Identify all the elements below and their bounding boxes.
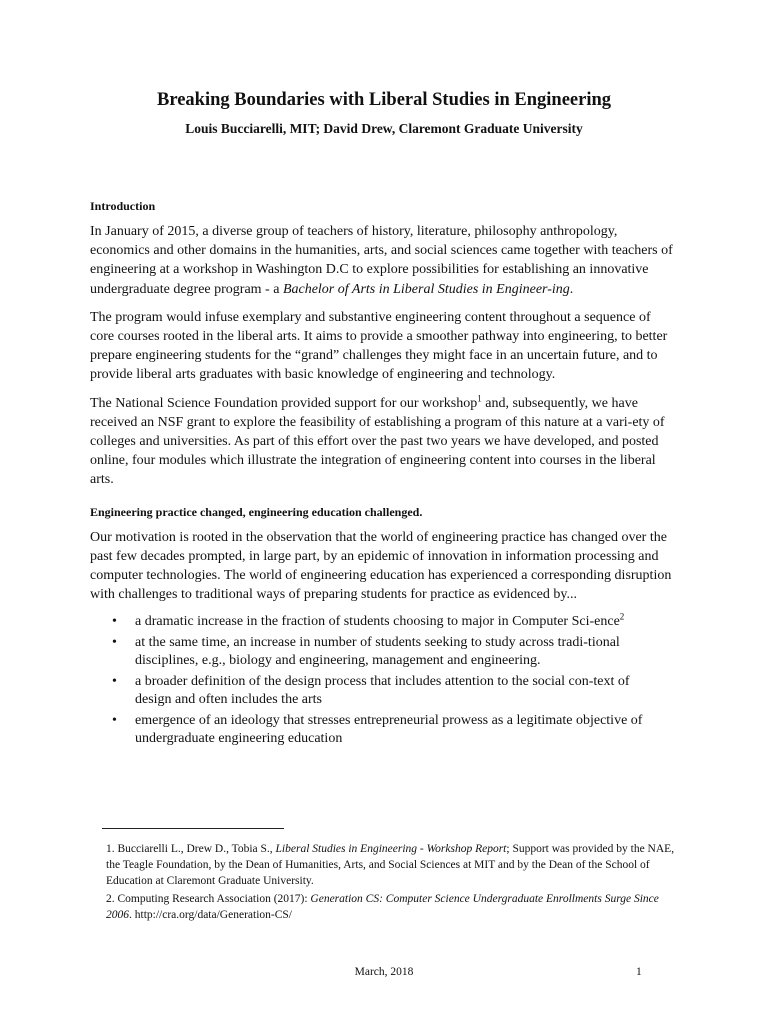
intro-paragraph-2: The program would infuse exemplary and substantive engineering content throughout a sequence of core courses rooted in the liberal arts. It aims to provide a smoother pathway into engineering, to better prepare engineering students for the “grand” challenges they might face in an uncertain future, and to provide liberal arts graduates with basic knowledge of engineering and technology. [90,309,668,383]
intro-paragraph-3-b: and, subsequently, we have received an NSF grant to explore the feasibility of establishing a program of this nature at a vari-ety of colleges and universities. As part of this effort over the past two years we have developed, and posted online, four modules which illustrate the integration of engineering content into courses in the liberal arts. [90,395,665,488]
section-heading-introduction: Introduction [90,199,156,213]
footnote-text: Computing Research Association (2017): [114,893,311,905]
degree-name: Bachelor of Arts in Liberal Studies in Engineer-ing [282,281,570,297]
list-item [90,613,678,632]
footnote-title: Liberal Studies in Engineering - Workshop Report [275,843,507,855]
footnote-ref-2[interactable]: 2 [619,611,625,622]
bullet-icon: • [112,712,117,728]
footnote-1 [106,841,678,889]
bullet-list [90,613,678,749]
footnote-number: 1. [106,843,115,855]
intro-paragraph-1 [90,222,678,299]
paper-body [90,198,678,751]
footnote-ref-1[interactable]: 1 [477,392,482,403]
list-item [90,712,678,749]
list-item-text: a broader definition of the design process that includes attention to the social con-text of design and often includes the arts [135,673,630,708]
practice-paragraph-1: Our motivation is rooted in the observation that the world of engineering practice has changed over the past few decades prompted, in large part, by an epidemic of innovation in information processing and computer technologies. The world of engineering education has experienced a corresponding disruption with challenges to traditional ways of preparing students for practice as evidenced by... [90,529,672,603]
intro-paragraph-1-text: In January of 2015, a diverse group of teachers of history, literature, philosophy anthropology, economics and other domains in the humanities, arts, and social sciences came together with teachers of engineering at a workshop in Washington D.C to explore possibilities for establishing an innovative undergraduate degree program - a [90,224,673,297]
intro-paragraph-3-a: The National Science Foundation provided support for our workshop [90,395,478,411]
list-item-text: a dramatic increase in the fraction of students choosing to major in Computer Sci-ence [135,614,620,630]
paper-title: Breaking Boundaries with Liberal Studies in Engineering [156,90,612,110]
bullet-icon: • [112,614,117,630]
footnote-text-end: ; Support was provided by the NAE, the Teagle Foundation, by the Dean of Humanities, Arts, and Social Sciences at MIT and by the Dean of the School of Education at Claremont Graduate University. [106,843,675,887]
paper-authors: Louis Bucciarelli, MIT; David Drew, Claremont Graduate University [185,121,583,136]
footnotes [106,841,678,925]
section-heading-practice: Engineering practice changed, engineering education challenged. [90,504,423,519]
list-item-text: at the same time, an increase in number of students seeking to study across tradi-tional disciplines, e.g., biology and engineering, management and engineering. [135,634,620,669]
footnote-divider [102,828,284,829]
intro-paragraph-1-end: . [569,281,574,297]
bullet-icon: • [112,634,117,650]
list-item [90,634,678,671]
footnote-title: Generation CS: Computer Science Undergraduate Enrollments Surge Since 2006 [106,893,659,921]
page-number: 1 [636,966,642,978]
footnote-text-end[interactable]: . http://cra.org/data/Generation-CS/ [129,909,292,921]
list-item [90,673,678,710]
footnote-text: Bucciarelli L., Drew D., Tobia S., [114,843,276,855]
bullet-icon: • [112,673,117,689]
footnote-2 [106,891,678,923]
footer-date: March, 2018 [354,966,414,978]
footnote-number: 2. [106,893,115,905]
list-item-text: emergence of an ideology that stresses entrepreneurial prowess as a legitimate objective of undergraduate engineering education [135,712,643,747]
intro-paragraph-3 [90,394,678,490]
